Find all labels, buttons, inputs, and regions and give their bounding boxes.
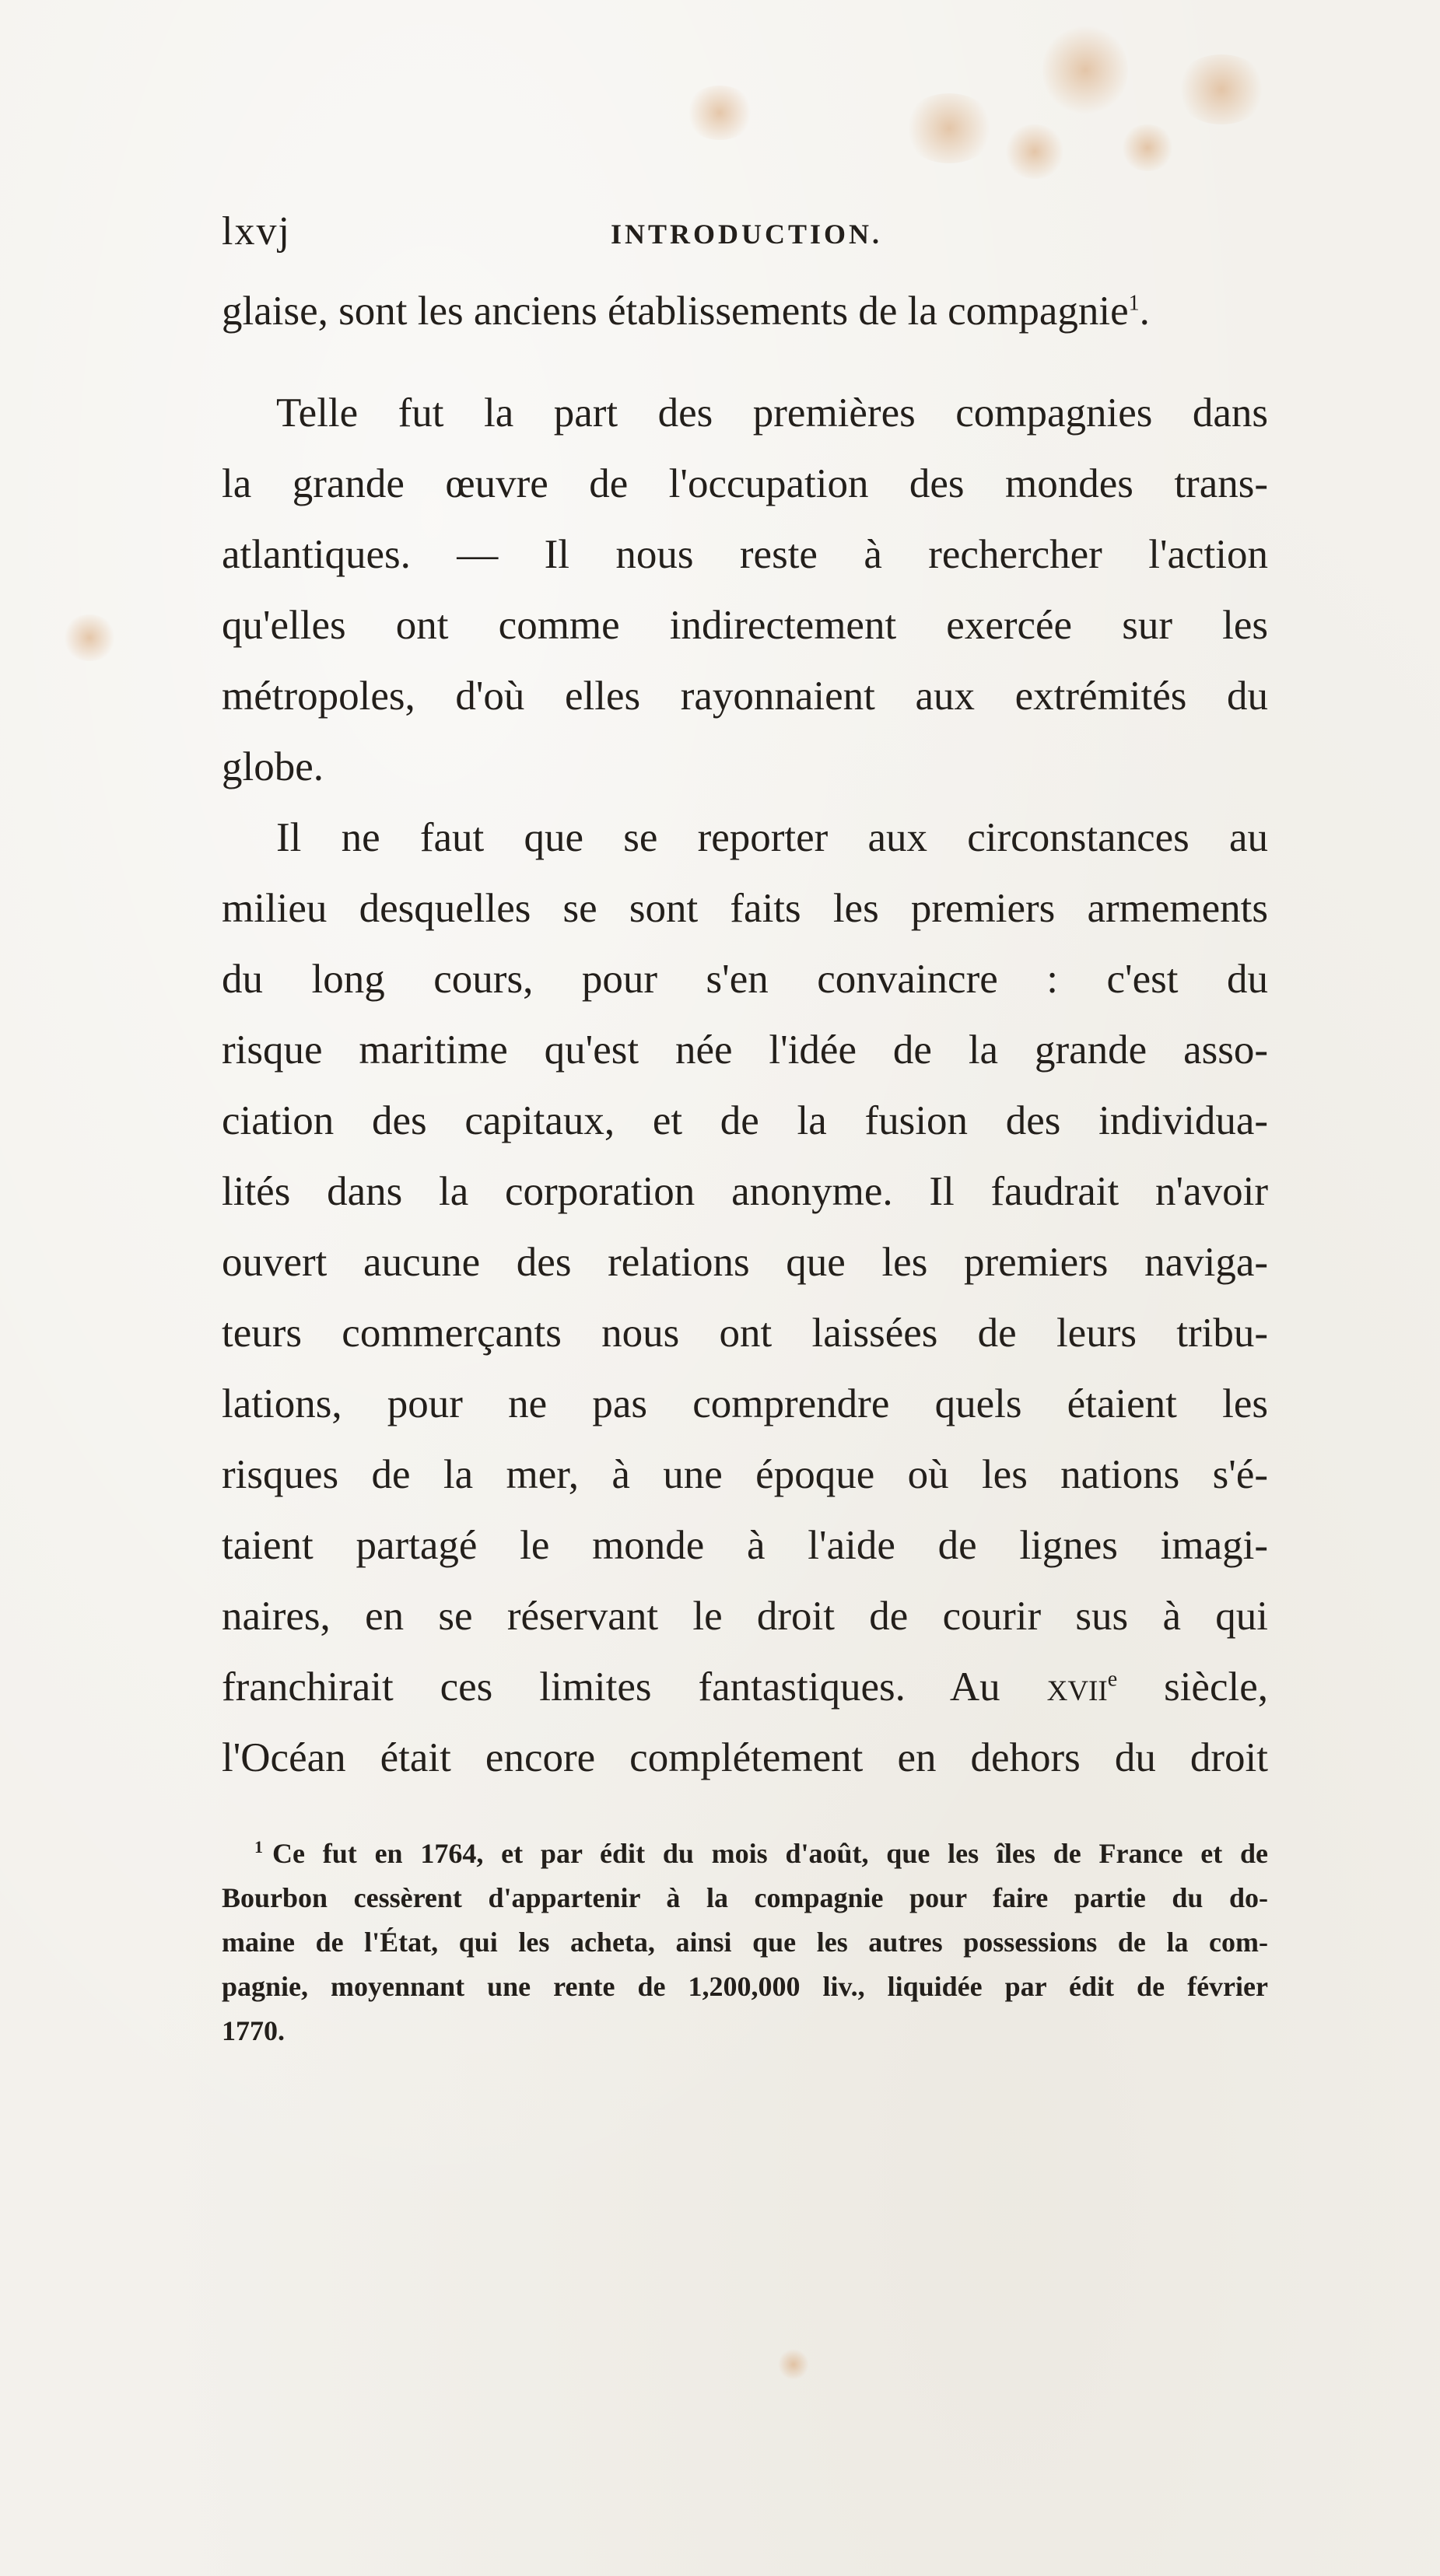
foxing-stain — [1175, 54, 1268, 124]
footnote-line: $^1$ Ce fut en 1764, et par édit du mois d'août, que les îles de France et de — [254, 1837, 1268, 1869]
body-text — [222, 276, 1268, 1794]
century-numeral: xvii — [1046, 1664, 1108, 1710]
foxing-stain — [1042, 23, 1128, 117]
century-superscript: e — [1107, 1667, 1118, 1692]
text-line: l'Océan était encore complétement en dehors du droit — [222, 1735, 1268, 1780]
footnote-line: pagnie, moyennant une rente de 1,200,000 liv., liquidée par édit de février — [222, 1971, 1268, 2002]
footnote-line: maine de l'État, qui les acheta, ainsi que les autres possessions de la com- — [222, 1927, 1268, 1958]
footnotes — [222, 1832, 1268, 2053]
running-title: INTRODUCTION. — [611, 219, 883, 250]
foxing-stain — [62, 614, 117, 661]
text-line: naires, en se réservant le droit de courir sus à qui — [222, 1594, 1268, 1639]
text-line: ouvert aucune des relations que les premiers naviga- — [222, 1240, 1268, 1285]
text-line: risque maritime qu'est née l'idée de la grande asso- — [222, 1027, 1268, 1073]
text-line: teurs commerçants nous ont laissées de leurs tribu- — [222, 1311, 1268, 1356]
text-line: lités dans la corporation anonyme. Il faudrait n'avoir — [222, 1169, 1268, 1214]
foxing-stain — [685, 86, 755, 140]
footnote-reference: 1 — [1128, 291, 1140, 316]
text-line: taient partagé le monde à l'aide de lignes imagi- — [222, 1523, 1268, 1568]
text-line: Il ne faut que se reporter aux circonstances au — [276, 815, 1268, 860]
foxing-stain — [1120, 124, 1175, 171]
text-line: risques de la mer, à une époque où les nations s'é- — [222, 1452, 1268, 1497]
foxing-stain — [778, 2349, 809, 2380]
text-line: la grande œuvre de l'occupation des mondes trans- — [222, 461, 1268, 506]
page-number: lxvj — [222, 209, 291, 254]
foxing-stain — [902, 93, 996, 163]
text-line: atlantiques. — Il nous reste à rechercher l'action — [222, 532, 1268, 577]
footnote-mark: 1 — [254, 1837, 263, 1857]
running-head — [222, 208, 1268, 271]
text-line: globe. — [222, 744, 324, 789]
foxing-stain — [1004, 124, 1066, 179]
text-line: milieu desquelles se sont faits les premiers armements — [222, 886, 1268, 931]
text-line: Telle fut la part des premières compagnies dans — [276, 390, 1268, 436]
text-line: du long cours, pour s'en convaincre : c'est du — [222, 957, 1268, 1002]
text-line: métropoles, d'où elles rayonnaient aux extrémités du — [222, 674, 1268, 719]
text-line: franchirait ces limites fantastiques. Au xvii$^e$ siècle, — [222, 1664, 1268, 1710]
text-line: lations, pour ne pas comprendre quels étaient les — [222, 1381, 1268, 1426]
footnote-line: Bourbon cessèrent d'appartenir à la compagnie pour faire partie du do- — [222, 1882, 1268, 1913]
text-line: ciation des capitaux, et de la fusion des individua- — [222, 1098, 1268, 1143]
text-line: qu'elles ont comme indirectement exercée sur les — [222, 603, 1268, 648]
footnote-line: 1770. — [222, 2015, 285, 2046]
text-line: glaise, sont les anciens établissements de la compagnie$^1$. — [222, 289, 1150, 334]
